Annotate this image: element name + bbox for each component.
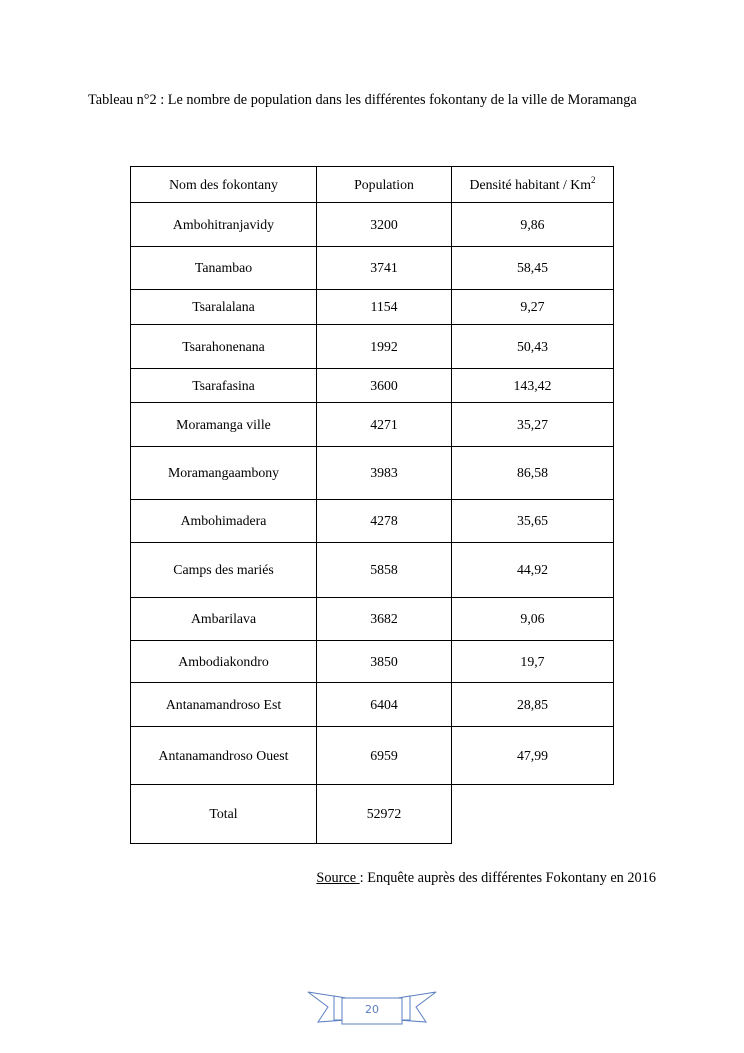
population-value: 4271 <box>317 403 452 447</box>
table-row <box>131 727 614 785</box>
fokontany-name: Ambohimadera <box>131 500 317 543</box>
population-table <box>130 166 614 844</box>
population-value: 3983 <box>317 447 452 500</box>
table-row <box>131 500 614 543</box>
fokontany-name: Ambohitranjavidy <box>131 203 317 247</box>
table-row <box>131 369 614 403</box>
population-value: 1992 <box>317 325 452 369</box>
source-text: : Enquête auprès des différentes Fokontany en 2016 <box>359 870 656 886</box>
density-value: 35,27 <box>452 403 614 447</box>
fokontany-name: Antanamandroso Est <box>131 683 317 727</box>
page-number-ribbon <box>306 990 438 1030</box>
table-caption: Tableau n°2 : Le nombre de population dans les différentes fokontany de la ville de Moramanga <box>88 92 637 108</box>
population-value: 3200 <box>317 203 452 247</box>
population-value: 5858 <box>317 543 452 598</box>
fokontany-name: Moramanga ville <box>131 403 317 447</box>
header-density-label: Densité habitant / Km <box>469 176 591 192</box>
fokontany-name: Tanambao <box>131 247 317 290</box>
fokontany-name: Camps des mariés <box>131 543 317 598</box>
density-value: 58,45 <box>452 247 614 290</box>
table-row <box>131 641 614 683</box>
table-row <box>131 403 614 447</box>
density-value: 9,86 <box>452 203 614 247</box>
population-value: 3741 <box>317 247 452 290</box>
population-value: 6959 <box>317 727 452 785</box>
population-value: 1154 <box>317 290 452 325</box>
density-value: 50,43 <box>452 325 614 369</box>
fokontany-name: Tsarahonenana <box>131 325 317 369</box>
table-row <box>131 447 614 500</box>
table-row <box>131 543 614 598</box>
page-number: 20 <box>365 1003 379 1016</box>
total-label: Total <box>131 785 317 844</box>
source-label: Source <box>316 870 360 886</box>
density-value: 9,06 <box>452 598 614 641</box>
header-density-exponent: 2 <box>590 174 596 185</box>
density-value: 44,92 <box>452 543 614 598</box>
table-row <box>131 683 614 727</box>
population-value: 4278 <box>317 500 452 543</box>
fokontany-name: Moramangaambony <box>131 447 317 500</box>
density-value: 28,85 <box>452 683 614 727</box>
density-value: 35,65 <box>452 500 614 543</box>
fokontany-name: Tsarafasina <box>131 369 317 403</box>
total-population: 52972 <box>317 785 452 844</box>
table-row <box>131 290 614 325</box>
population-value: 3682 <box>317 598 452 641</box>
source-note <box>316 870 656 887</box>
table-header-row <box>131 167 614 203</box>
density-value: 19,7 <box>452 641 614 683</box>
fokontany-name: Tsaralalana <box>131 290 317 325</box>
population-value: 3850 <box>317 641 452 683</box>
table-row <box>131 203 614 247</box>
total-density-empty <box>452 785 614 844</box>
density-value: 86,58 <box>452 447 614 500</box>
density-value: 9,27 <box>452 290 614 325</box>
fokontany-name: Antanamandroso Ouest <box>131 727 317 785</box>
density-value: 47,99 <box>452 727 614 785</box>
population-value: 6404 <box>317 683 452 727</box>
header-density <box>452 167 614 203</box>
table-row <box>131 598 614 641</box>
fokontany-name: Ambodiakondro <box>131 641 317 683</box>
fokontany-name: Ambarilava <box>131 598 317 641</box>
header-population: Population <box>317 167 452 203</box>
total-row <box>131 785 614 844</box>
density-value: 143,42 <box>452 369 614 403</box>
table-row <box>131 247 614 290</box>
population-value: 3600 <box>317 369 452 403</box>
header-name: Nom des fokontany <box>131 167 317 203</box>
table-row <box>131 325 614 369</box>
